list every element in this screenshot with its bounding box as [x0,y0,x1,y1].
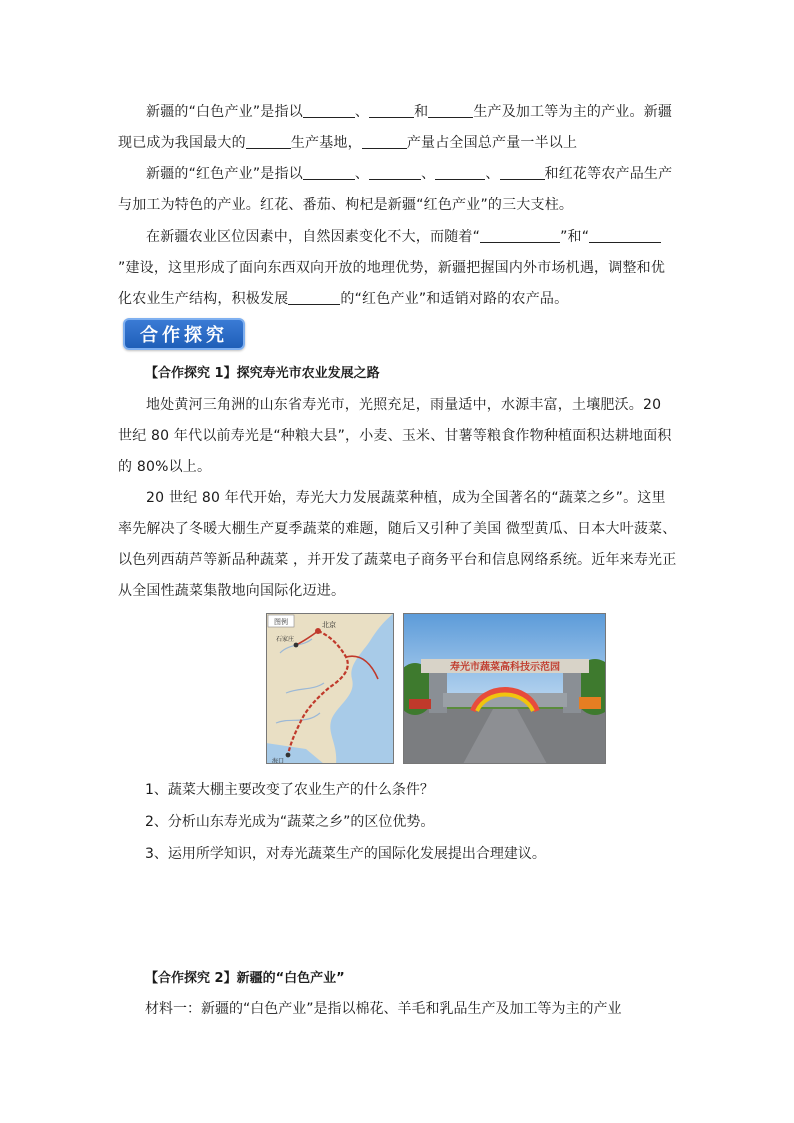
cooperative-inquiry-banner [123,318,245,350]
text: 、 [354,166,370,182]
inquiry2-material-1: 材料一：新疆的“白色产业”是指以棉花、羊毛和乳品生产及加工等为主的产业 [145,1001,622,1017]
paragraph-location-factors [118,222,678,315]
text: 生产基地， [290,135,362,151]
fill-blank[interactable] [362,132,407,149]
text: 新疆的“白色产业”是指以 [146,104,303,120]
text: ”和“ [560,229,590,245]
text: 、 [485,166,500,182]
text: 、 [421,166,436,182]
route-map-image [266,613,394,764]
text: 和 [414,104,429,120]
paragraph-white-industry [118,97,678,159]
question-2: 2、分析山东寿光成为“蔬菜之乡”的区位优势。 [145,814,435,830]
gate-sign-text: 寿光市蔬菜高科技示范园 [450,662,560,673]
text: 在新疆农业区位因素中，自然因素变化不大，而随着“ [146,229,481,245]
vegetable-park-gate-photo [403,613,606,764]
text: 和红花等农产品生产与加工为特色的产业。红花、番茄、枸杞是新疆“红色产业”的三大支柱。 [118,166,673,213]
fill-blank[interactable] [288,288,340,305]
fill-blank[interactable] [369,101,414,118]
fill-blank[interactable] [303,101,355,118]
text: 生产及加工等为主的产业。新疆现已成为我国最大的 [118,104,673,151]
inquiry1-paragraph-2: 20 世纪 80 年代开始，寿光大力发展蔬菜种植，成为全国著名的“蔬菜之乡”。这里率先解决了冬暖大棚生产夏季蔬菜的难题，随后又引种了美国 微型黄瓜、日本大叶菠菜、以色列西葫芦等新品种蔬菜 ，并开发了蔬菜电子商务平台和信息网络系统。近年来寿光正从全国性蔬菜集散地向国际化迈进。 [118,490,677,599]
fill-blank[interactable] [428,101,473,118]
fill-blank[interactable] [500,163,545,180]
text: 产量占全国总产量一半以上 [406,135,578,151]
banner-label: 合作探究 [140,325,228,346]
fill-blank[interactable] [480,226,560,243]
fill-blank[interactable] [303,163,355,180]
text: ”建设，这里形成了面向东西双向开放的地理优势，新疆把握国内外市场机遇，调整和优化农业生产结构，积极发展 [118,260,666,307]
fill-blank[interactable] [589,226,661,243]
inquiry2-heading: 【合作探究 2】新疆的“白色产业” [145,971,345,986]
map-label-bottom: 海口 [272,758,285,764]
question-1: 1、蔬菜大棚主要改变了农业生产的什么条件？ [145,782,434,798]
fill-blank[interactable] [369,163,421,180]
map-legend: 图例 [274,618,288,626]
fill-blank[interactable] [246,132,291,149]
inquiry1-heading: 【合作探究 1】探究寿光市农业发展之路 [145,366,380,381]
inquiry1-paragraph-1: 地处黄河三角洲的山东省寿光市，光照充足，雨量适中，水源丰富，土壤肥沃。20 世纪 80 年代以前寿光是“种粮大县”，小麦、玉米、甘薯等粮食作物种植面积达耕地面积的 80%以上。 [118,397,672,475]
map-label-top: 北京 [322,621,336,629]
text: 新疆的“红色产业”是指以 [146,166,303,182]
fill-blank[interactable] [435,163,485,180]
paragraph-red-industry [118,159,678,221]
question-3: 3、运用所学知识，对寿光蔬菜生产的国际化发展提出合理建议。 [145,846,546,862]
map-label-left: 石家庄 [276,636,295,643]
text: 的“红色产业”和适销对路的农产品。 [340,291,569,307]
text: 、 [354,104,370,120]
